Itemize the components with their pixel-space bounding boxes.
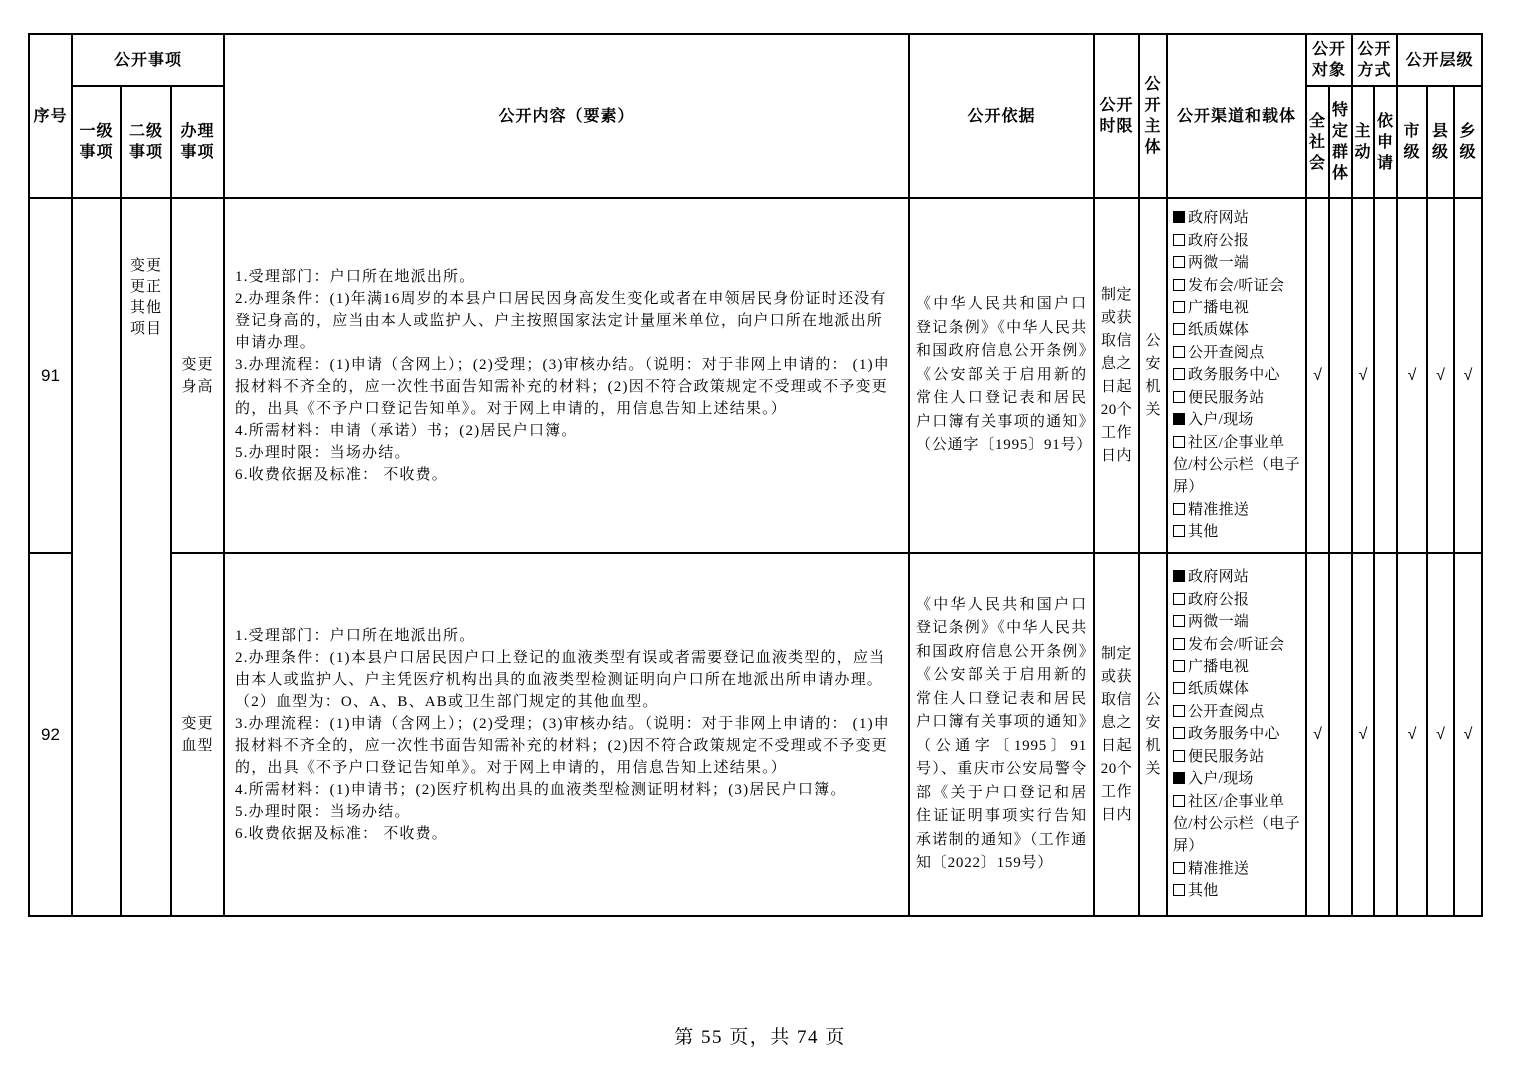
channel-item [1173,589,1303,611]
checkbox-unchecked-icon [1173,234,1185,246]
checkbox-checked-icon [1173,772,1185,784]
checkbox-checked-icon [1173,211,1185,223]
channel-item [1173,880,1303,902]
subject-cell: 公安机关 [1139,553,1167,916]
checkbox-unchecked-icon [1173,436,1185,448]
channel-label: 纸质媒体 [1188,681,1250,698]
channel-item [1173,387,1303,409]
header-county: 县级 [1427,86,1454,198]
channel-label: 两微一端 [1188,614,1250,631]
page-footer: 第 55 页，共 74 页 [674,1027,846,1048]
channel-item [1173,432,1303,499]
time-limit-cell: 制定或获取信息之日起20个工作日内 [1094,198,1139,553]
mark-county: √ [1427,198,1454,553]
channels-cell [1167,198,1306,553]
level1-cell [72,198,121,916]
header-on-request: 依申请 [1374,86,1397,198]
checkbox-unchecked-icon [1173,323,1185,335]
checkbox-unchecked-icon [1173,660,1185,672]
mark-specific-groups [1329,553,1352,916]
time-limit-cell: 制定或获取信息之日起20个工作日内 [1094,553,1139,916]
mark-city: √ [1397,198,1427,553]
channel-label: 公开查阅点 [1188,703,1265,720]
channel-item [1173,207,1303,229]
channel-item [1173,230,1303,252]
channel-label: 广播电视 [1188,300,1250,317]
checkbox-unchecked-icon [1173,727,1185,739]
channel-label: 其他 [1188,524,1219,541]
checkbox-unchecked-icon [1173,593,1185,605]
serial-cell: 92 [29,553,72,916]
checkbox-unchecked-icon [1173,256,1185,268]
mark-on-request [1374,198,1397,553]
channel-label: 入户/现场 [1188,412,1254,429]
channel-label: 入户/现场 [1188,771,1254,788]
channel-item [1173,342,1303,364]
channel-item [1173,252,1303,274]
channel-label: 精准推送 [1188,501,1250,518]
mark-specific-groups [1329,198,1352,553]
content-cell: 1.受理部门：户口所在地派出所。 2.办理条件：(1)年满16周岁的本县户口居民因身高发生变化或者在申领居民身份证时还没有登记身高的，应当由本人或监护人、户主按照国家法定计量厘米单位，向户口所在地派出所申请办理。 3.办理流程：(1)申请（含网上）；(2)受理；(3)审核办结。（说明：对于非网上申请的： (1)申报材料不齐全的，应一次性书面告知需补充的材料；(2)因不符合政策规定不受理或不予变更的，出具《不予户口登记告知单》。对于网上申请的，用信息告知上述结果。） 4.所需材料：申请（承诺）书；(2)居民户口簿。 5.办理时限：当场办结。 6.收费依据及标准： 不收费。 [224,198,909,553]
header-basis: 公开依据 [909,34,1094,198]
mark-all-society: √ [1306,198,1329,553]
header-time-limit: 公开时限 [1094,34,1139,198]
content-cell: 1.受理部门：户口所在地派出所。 2.办理条件：(1)本县户口居民因户口上登记的血液类型有误或者需要登记血液类型的，应当由本人或监护人、户主凭医疗机构出具的血液类型检测证明向户口所在地派出所申请办理。（2）血型为：O、A、B、AB或卫生部门规定的其他血型。 3.办理流程：(1)申请（含网上）；(2)受理；(3)审核办结。（说明：对于非网上申请的： (1)申报材料不齐全的，应一次性书面告知需补充的材料；(2)因不符合政策规定不受理或不予变更的，出具《不予户口登记告知单》。对于网上申请的，用信息告知上述结果。） 4.所需材料：(1)申请书；(2)医疗机构出具的血液类型检测证明材料；(3)居民户口簿。 5.办理时限：当场办结。 6.收费依据及标准： 不收费。 [224,553,909,916]
channel-item [1173,634,1303,656]
channel-item [1173,768,1303,790]
channel-label: 纸质媒体 [1188,322,1250,339]
channel-label: 发布会/听证会 [1188,636,1285,653]
header-city: 市级 [1397,86,1427,198]
channel-item [1173,791,1303,858]
channel-label: 政务服务中心 [1188,367,1280,384]
serial-cell: 91 [29,198,72,553]
mark-township: √ [1454,553,1482,916]
channels-cell [1167,553,1306,916]
channel-item [1173,678,1303,700]
header-level2: 二级事项 [121,86,171,198]
header-disclosure-matters: 公开事项 [72,34,224,86]
header-all-society: 全社会 [1306,86,1329,198]
mark-township: √ [1454,198,1482,553]
channel-label: 发布会/听证会 [1188,277,1285,294]
header-subject: 公开主体 [1139,34,1167,198]
checkbox-unchecked-icon [1173,615,1185,627]
mark-city: √ [1397,553,1427,916]
checkbox-unchecked-icon [1173,301,1185,313]
channel-label: 政府公报 [1188,591,1250,608]
channel-label: 便民服务站 [1188,748,1265,765]
checkbox-checked-icon [1173,570,1185,582]
checkbox-unchecked-icon [1173,391,1185,403]
mark-on-request [1374,553,1397,916]
checkbox-unchecked-icon [1173,862,1185,874]
mark-proactive: √ [1352,553,1374,916]
channel-item [1173,499,1303,521]
channel-item [1173,566,1303,588]
channel-label: 政务服务中心 [1188,726,1280,743]
basis-cell: 《中华人民共和国户口登记条例》《中华人民共和国政府信息公开条例》《公安部关于启用新的常住人口登记表和居民户口簿有关事项的通知》（公通字〔1995〕91号） [909,198,1094,553]
table-row [29,198,1482,553]
channel-label: 精准推送 [1188,860,1250,877]
header-content: 公开内容（要素） [224,34,909,198]
channel-item [1173,723,1303,745]
checkbox-unchecked-icon [1173,279,1185,291]
level2-cell: 变更更正其他项目 [121,198,171,916]
table-row [29,553,1482,916]
channel-item [1173,409,1303,431]
disclosure-table [28,33,1483,917]
checkbox-checked-icon [1173,413,1185,425]
subject-cell: 公安机关 [1139,198,1167,553]
checkbox-unchecked-icon [1173,705,1185,717]
handling-cell: 变更身高 [171,198,224,553]
header-proactive: 主动 [1352,86,1374,198]
checkbox-unchecked-icon [1173,795,1185,807]
header-level1: 一级事项 [72,86,121,198]
checkbox-unchecked-icon [1173,503,1185,515]
channel-label: 两微一端 [1188,255,1250,272]
checkbox-unchecked-icon [1173,525,1185,537]
channel-label: 广播电视 [1188,659,1250,676]
checkbox-unchecked-icon [1173,750,1185,762]
channel-item [1173,701,1303,723]
channel-label: 社区/企事业单位/村公示栏（电子屏） [1173,434,1300,496]
header-audience: 公开对象 [1306,34,1352,86]
channel-label: 其他 [1188,883,1219,900]
channel-item [1173,611,1303,633]
header-handling: 办理事项 [171,86,224,198]
channel-item [1173,297,1303,319]
header-township: 乡级 [1454,86,1482,198]
channel-label: 政府网站 [1188,210,1250,227]
mark-county: √ [1427,553,1454,916]
channel-label: 公开查阅点 [1188,344,1265,361]
checkbox-unchecked-icon [1173,638,1185,650]
channel-item [1173,656,1303,678]
header-channels: 公开渠道和载体 [1167,34,1306,198]
channel-label: 政府网站 [1188,569,1250,586]
header-method: 公开方式 [1352,34,1397,86]
checkbox-unchecked-icon [1173,884,1185,896]
handling-cell: 变更血型 [171,553,224,916]
channel-item [1173,275,1303,297]
channel-item [1173,521,1303,543]
channel-label: 社区/企事业单位/村公示栏（电子屏） [1173,793,1300,855]
header-specific-groups: 特定群体 [1329,86,1352,198]
header-serial: 序号 [29,34,72,198]
checkbox-unchecked-icon [1173,346,1185,358]
checkbox-unchecked-icon [1173,682,1185,694]
header-level: 公开层级 [1397,34,1482,86]
mark-proactive: √ [1352,198,1374,553]
channel-item [1173,319,1303,341]
channel-item [1173,364,1303,386]
basis-cell: 《中华人民共和国户口登记条例》《中华人民共和国政府信息公开条例》《公安部关于启用新的常住人口登记表和居民户口簿有关事项的通知》（公通字〔1995〕91号）、重庆市公安局警令部《关于户口登记和居住证证明事项实行告知承诺制的通知》（工作通知〔2022〕159号） [909,553,1094,916]
channel-label: 政府公报 [1188,232,1250,249]
channel-label: 便民服务站 [1188,389,1265,406]
channel-item [1173,746,1303,768]
mark-all-society: √ [1306,553,1329,916]
checkbox-unchecked-icon [1173,368,1185,380]
channel-item [1173,858,1303,880]
